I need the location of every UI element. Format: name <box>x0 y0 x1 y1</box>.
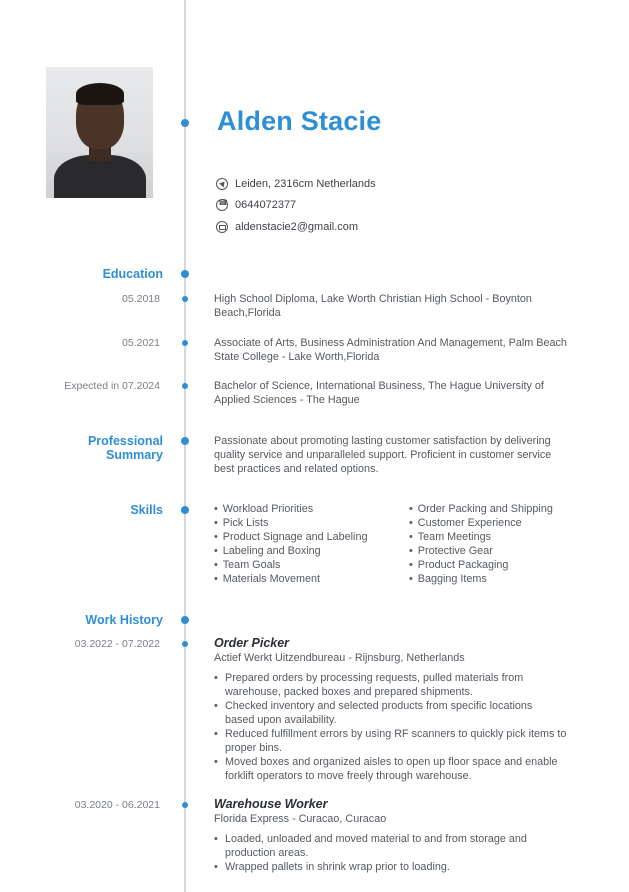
job-company: Actief Werkt Uitzendbureau - Rijnsburg, Netherlands <box>214 652 465 664</box>
timeline-dot-summary <box>181 437 189 445</box>
timeline-dot <box>182 340 188 346</box>
skill-item: • Product Signage and Labeling <box>214 530 409 544</box>
summary-line: quality service and unparalleled support. Proficient in customer service <box>214 449 552 461</box>
email-text: aldenstacie2@gmail.com <box>235 221 359 233</box>
job-company: Florida Express - Curacao, Curacao <box>214 813 387 825</box>
location-icon <box>216 178 228 190</box>
job-bullet <box>214 755 599 783</box>
contact-location <box>216 176 376 192</box>
skills-column-left <box>214 502 409 586</box>
bullet-line: based upon availability. <box>225 714 337 726</box>
contact-email <box>216 219 358 235</box>
section-title-skills: Skills <box>130 503 163 517</box>
location-text: Leiden, 2316cm Netherlands <box>235 178 376 190</box>
skill-item: • Labeling and Boxing <box>214 544 409 558</box>
summary-title-line: Summary <box>106 448 163 462</box>
profile-photo <box>46 67 153 198</box>
summary-line: Passionate about promoting lasting customer satisfaction by delivering <box>214 435 551 447</box>
education-date: 05.2018 <box>122 293 160 305</box>
bullet-line: • Reduced fulfillment errors by using RF scanners to quickly pick items to <box>225 728 567 740</box>
timeline-dot-name <box>181 119 189 127</box>
education-line: Applied Sciences - The Hague <box>214 394 360 406</box>
skill-item: • Workload Priorities <box>214 502 409 516</box>
education-line: Bachelor of Science, International Business, The Hague University of <box>214 380 544 392</box>
job-bullet <box>214 860 599 874</box>
contact-phone <box>216 197 296 213</box>
bullet-line: • Loaded, unloaded and moved material to and from storage and <box>225 833 527 845</box>
skill-item: • Bagging Items <box>409 572 604 586</box>
skill-item: • Materials Movement <box>214 572 409 586</box>
education-entry <box>214 292 599 320</box>
skill-item: • Team Meetings <box>409 530 604 544</box>
phone-icon <box>216 199 228 211</box>
bullet-line: • Checked inventory and selected products from specific locations <box>225 700 533 712</box>
bullet-line: • Wrapped pallets in shrink wrap prior to loading. <box>225 861 450 873</box>
education-line: High School Diploma, Lake Worth Christian High School - Boynton <box>214 293 532 305</box>
job-bullets <box>214 671 599 783</box>
timeline-dot <box>182 641 188 647</box>
job-date: 03.2022 - 07.2022 <box>74 638 160 650</box>
job-title: Order Picker <box>214 636 290 650</box>
timeline-dot <box>182 296 188 302</box>
summary-title-line: Professional <box>87 434 163 448</box>
skill-item: • Product Packaging <box>409 558 604 572</box>
candidate-name: Alden Stacie <box>217 106 382 136</box>
job-bullets <box>214 832 599 874</box>
education-date: 05.2021 <box>122 337 160 349</box>
section-title-education: Education <box>102 267 163 281</box>
skill-item: • Protective Gear <box>409 544 604 558</box>
bullet-line: warehouse, packed boxes and prepared shipments. <box>225 686 473 698</box>
timeline-dot <box>182 383 188 389</box>
job-date: 03.2020 - 06.2021 <box>74 799 160 811</box>
education-line: Beach,Florida <box>214 307 281 319</box>
bullet-line: production areas. <box>225 847 309 859</box>
email-icon <box>216 221 228 233</box>
skill-item: • Order Packing and Shipping <box>409 502 604 516</box>
summary-line: best practices and related options. <box>214 463 379 475</box>
skill-item: • Pick Lists <box>214 516 409 530</box>
timeline-dot-education <box>181 270 189 278</box>
timeline-line <box>184 0 186 892</box>
timeline-dot-work <box>181 616 189 624</box>
skill-item: • Customer Experience <box>409 516 604 530</box>
section-title-work: Work History <box>85 613 163 627</box>
job-bullet <box>214 699 599 727</box>
bullet-line: • Prepared orders by processing requests, pulled materials from <box>225 672 524 684</box>
job-bullet <box>214 671 599 699</box>
section-title-summary <box>88 434 163 462</box>
job-bullet <box>214 727 599 755</box>
skills-list <box>214 502 604 586</box>
phone-text: 0644072377 <box>235 199 297 211</box>
skill-item: • Team Goals <box>214 558 409 572</box>
job-title: Warehouse Worker <box>214 797 328 811</box>
skills-column-right <box>409 502 604 586</box>
education-date: Expected in 07.2024 <box>64 380 160 392</box>
education-line: Associate of Arts, Business Administration And Management, Palm Beach <box>214 337 567 349</box>
bullet-line: proper bins. <box>225 742 283 754</box>
timeline-dot-skills <box>181 506 189 514</box>
summary-text <box>214 434 599 476</box>
education-line: State College - Lake Worth,Florida <box>214 351 380 363</box>
bullet-line: • Moved boxes and organized aisles to open up floor space and enable <box>225 756 558 768</box>
timeline-dot <box>182 802 188 808</box>
bullet-line: forklift operators to move freely through warehouse. <box>225 770 472 782</box>
education-entry <box>214 379 599 407</box>
education-entry <box>214 336 599 364</box>
job-bullet <box>214 832 599 860</box>
